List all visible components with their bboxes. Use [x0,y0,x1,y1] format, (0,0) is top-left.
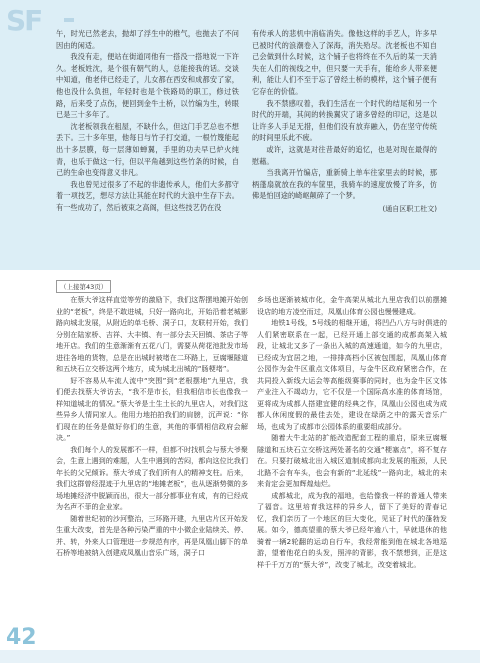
footer-band [0,650,480,663]
paragraph: 随着世纪初的沙河整治，三环路开建，九里店片区开始发生重大改变，首先是各种污染严重的中小微企业陆续关、停、并、转，外来人口管理进一步规范有序，再是凤凰山脚下的单石桥等地被纳入创建成凤凰山音乐广场，洞子口 [56,513,248,557]
paragraph: 成都城北，成为我的福地，也给像我一样的普通人带来了福音。这里培育我这样的异乡人，留下了美好的青春记忆，我们亲历了一个地区的巨大变化，见证了时代的蓬勃发展。如今，德高望重的蔡大爷已经年逾八十，早就退休的他骑着一辆2轮翻的运动自行车，我经常能到他在城北各地巡游，望着他花白的头发，照淬的背影，我不禁想到，正是这样千千万万的“蔡大爷”，改变了城北，改变着城北。 [257,490,447,569]
author-signature: (通自区职工杜文) [382,204,437,213]
paragraph: 我也曾见过很多了不起的非遗传承人，他们大多都守着一项技艺，想尽方法让其能在时代的大浪中生存下去。有一些成功了，然后被束之高阁，但这些技艺仍在没 [56,179,239,212]
paragraph: 有传承人的悲机中消临消失。像他这样的手艺人，许多早已被时代的浪潮卷入了深海，消失殆尽。沈老板也不知自己会做到什么时候，这个铺子也将终在不久后的某一天消失在人们的视线之中，但只要一天手有，能给乡人带来便利，能让人们不至于忘了曾经土桥的模样，这个铺子便有它存在的价值。 [252,29,437,96]
bottom-right-column [257,294,447,570]
paragraph: 我们每个人的发展都不一样，但都不时找机会与蔡大爷聚会，生意上遇到的难题，人生中遇到的苦闷，都向这位比我们年长的父兄倾诉。蔡大爷成了我们所有人的精神支柱。后来，我们这群曾经混迹于九里店的“地摊老板”，也从逐渐势微的多场地摊经济中脱颖而出，很大一部分都事业有成，有的已经成为名声不菲的企业家。 [56,444,248,511]
paragraph: 当我离开竹编店，重新骑上单车往家里去的时候，那柄蓬扇就放在我的车筐里，我骑车的速度放慢了许多，仿佛是怕回途的崎岖颠碎了一个梦。 [252,168,437,201]
paragraph: 好不容易从车流人流中“突围”到“老根摆地”九里店，我们便去找蔡大爷访去，“我不是市长，但我相信市长也像我一样知道城北的情况。”蔡大爷是土生土长的九里店人，对我们这些异乡人情同家人。他用力地拍拍我们的肩膀，沉声说：“你们现在的任务是做好你们的生意，其他的事情相信政府会解决。” [56,375,248,442]
paragraph: 沈老板领我在租屋，不缺什么，但这门手艺总也不想丢下。三十多年里，他每日与竹子打交道，一根竹篾能起出十多层膜，每一层薄如蝉翼，手里的功夫早已炉火纯青，也乐于做这一行，但以平角越到这些竹条的时候，自己的生命也变得意义非凡。 [56,121,239,178]
paragraph: 乡场也逐渐被城市化，金牛高架从城北九里店我们以前摆摊设店的地方凌空而过，凤凰山体育公园也慢慢建成。 [257,295,447,316]
bottom-left-column [56,294,248,559]
paragraph: 我没有走，便站在街道同他有一搭没一搭地说一下许久。老板姓沈，是个很有朝气的人，总能接我的话。交谈中知道，他老伴已经走了，儿女都在西安和成都安了家，他也没什么负担，年轻时也是个铁路局的职工，修过铁路，后来受了点伤，便回到金牛土桥，以竹编为生，转眼已是三十多年了。 [56,52,239,120]
top-left-column [56,28,239,214]
paragraph: 在蔡大爷这样直觉等劳的激励下，我们这帮摆地摊开始创业的“老板”，终是不敢进城，只好一路向北，开始沿着老城影路向城北发展，从附近的单毛桥、洞子口，友联村开始，我们分别在陆家桥、吉祥、大丰镇、有一部分去天回镇、茶店子等地开店。我们的生意渐渐有五花八门，需要从荷花池批发市场进往各地的货物，总是在出城时被堵在二环路上，豆腐堰隧道和五块石立交桥这两个地方，成为城北出城的“肠梗堵”。 [56,295,248,373]
masthead-logo: SF [6,4,42,37]
paragraph: 地铁1号线，5号线的相继开通，将凹凸八方与时俱进的人们紧密联系在一起，已经开通上部交通的成都高架入城段，让城北又多了一条出入城的高速通道，如今的九里店，已经成为宜居之地，一排排高档小区被包围起，凤凰山体育公园作为金牛区重点文体项目，与金牛区政府紧密合作，在共同投入新线大运会等高能级赛事的同时，也为金牛区文体产业注入不竭动力，它不仅是一个国际高水准的体育场馆，更将成为成都人搭建宜健的经典之作，凤凰山公园也成为成都人休闲度假的最佳去处，建设在绿荫之中的露天音乐广场，也成为了成都市公园体系的重要组成部分。 [257,318,447,431]
top-right-column [252,28,437,216]
continued-from-label: （上接第43页） [56,280,111,293]
paragraph: 午，时光已然老去，抛却了浮生中的椎气，也抛去了不问因由的闲适。 [56,29,239,50]
paragraph: 我不禁感叹着，我们生活在一个时代的结尾和另一个时代的开端，其间的转换翼灾了诸多曾经的印记，这是以让许多人手足无措，但他们没有放弃融入，仍在坚守传统的时间里乐此不疲。 [252,98,437,143]
logo-accent-bar [64,18,74,22]
page-number: 42 [6,625,37,650]
paragraph: 或许，这就是对往昔最好的追忆，也是对现在最得的慰藉。 [252,144,437,166]
paragraph: 随着大牛北站的扩能改造配套工程的重启，原来豆腐堰隧道和五块石立交桥这两处著名的交通“梗塞点”，将不复存在。只要打破城北出入城区道制成都向北发展的瓶颈，人民北路不会有车头，也会有新的“北延线”一路向北，城北的未来肯定会更加辉煌灿烂。 [257,433,447,488]
